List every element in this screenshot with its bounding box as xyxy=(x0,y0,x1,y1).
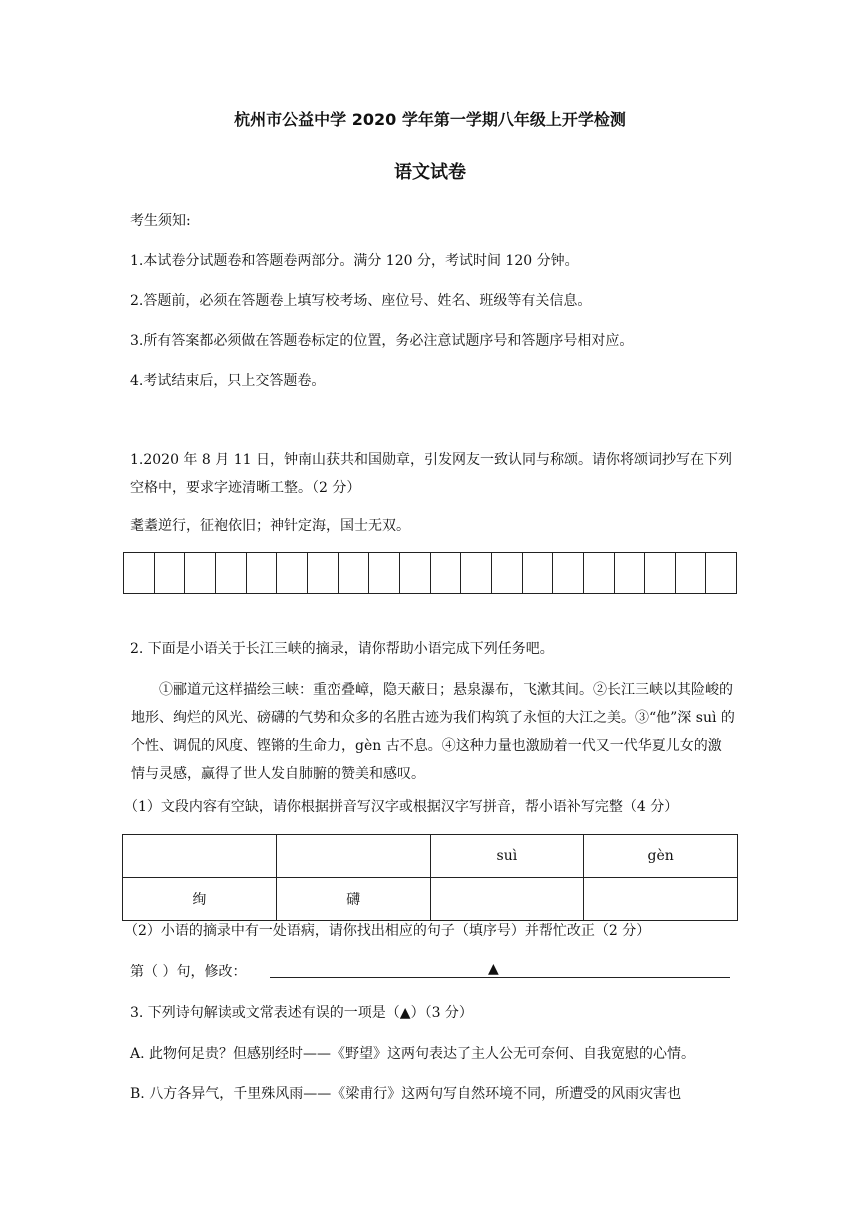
option-a: A. 此物何足贵？但感别经时——《野望》这两句表达了主人公无可奈何、自我宽慰的心情。 xyxy=(130,1046,696,1062)
pinyin-cell[interactable] xyxy=(276,835,430,878)
grid-cell[interactable] xyxy=(615,553,646,593)
pinyin-cell: gèn xyxy=(584,835,738,878)
grid-cell[interactable] xyxy=(339,553,370,593)
subquestion-1: （1）文段内容有空缺，请你根据拼音写汉字或根据汉字写拼音，帮小语补写完整（4 分） xyxy=(124,799,679,815)
grid-cell[interactable] xyxy=(461,553,492,593)
grid-cell[interactable] xyxy=(431,553,462,593)
subquestion-2: （2）小语的摘录中有一处语病，请你找出相应的句子（填序号）并帮忙改正（2 分） xyxy=(124,923,651,939)
praise-text: 耄耋逆行，征袍依旧；神针定海，国士无双。 xyxy=(130,518,410,534)
notice-item-4: 4.考试结束后，只上交答题卷。 xyxy=(130,373,326,389)
notice-item-1: 1.本试卷分试题卷和答题卷两部分。满分 120 分，考试时间 120 分钟。 xyxy=(130,253,579,269)
grid-cell[interactable] xyxy=(308,553,339,593)
pinyin-table xyxy=(122,834,738,921)
three-gorges-passage: ①郦道元这样描绘三峡：重峦叠嶂，隐天蔽日；悬泉瀑布，飞漱其间。②长江三峡以其险峻的地形、绚烂的风光、磅礴的气势和众多的名胜古迹为我们构筑了永恒的大江之美。③“他”深 suì 的个性、调侃的风度、铿锵的生命力，gèn 古不息。④这种力量也激励着一代又一代华夏儿女的激情与灵感，赢得了世人发自肺腑的赞美和感叹。 xyxy=(131,682,735,782)
grid-cell[interactable] xyxy=(706,553,736,593)
fill-prefix: 第（ ）句，修改： xyxy=(130,964,247,980)
question-1-text: 1.2020 年 8 月 11 日，钟南山获共和国勋章，引发网友一致认同与称颂。请你将颂词抄写在下列空格中，要求字迹清晰工整。（2 分） xyxy=(130,452,732,496)
grid-cell[interactable] xyxy=(155,553,186,593)
grid-cell[interactable] xyxy=(400,553,431,593)
option-b: B. 八方各异气，千里殊风雨——《梁甫行》这两句写自然环境不同，所遭受的风雨灾害也 xyxy=(130,1086,682,1102)
question-2-intro: 2. 下面是小语关于长江三峡的摘录，请你帮助小语完成下列任务吧。 xyxy=(130,641,554,657)
grid-cell[interactable] xyxy=(369,553,400,593)
grid-cell[interactable] xyxy=(645,553,676,593)
grid-cell[interactable] xyxy=(553,553,584,593)
question-3: 3. 下列诗句解读或文常表述有误的一项是（▲）（3 分） xyxy=(130,1005,473,1021)
hanzi-cell: 礴 xyxy=(276,878,430,921)
writing-grid[interactable] xyxy=(123,552,737,594)
grid-cell[interactable] xyxy=(247,553,278,593)
grid-cell[interactable] xyxy=(124,553,155,593)
answer-marker: ▲ xyxy=(488,961,499,977)
exam-subtitle: 语文试卷 xyxy=(394,162,466,183)
grid-cell[interactable] xyxy=(676,553,707,593)
answer-line[interactable] xyxy=(270,977,730,978)
grid-cell[interactable] xyxy=(584,553,615,593)
grid-cell[interactable] xyxy=(523,553,554,593)
grid-cell[interactable] xyxy=(216,553,247,593)
notice-item-2: 2.答题前，必须在答题卷上填写校考场、座位号、姓名、班级等有关信息。 xyxy=(130,293,592,309)
hanzi-cell[interactable] xyxy=(430,878,584,921)
notice-heading: 考生须知: xyxy=(130,213,191,229)
grid-cell[interactable] xyxy=(277,553,308,593)
notice-item-3: 3.所有答案都必须做在答题卷标定的位置，务必注意试题序号和答题序号相对应。 xyxy=(130,333,634,349)
grid-cell[interactable] xyxy=(492,553,523,593)
hanzi-cell[interactable] xyxy=(584,878,738,921)
pinyin-cell: suì xyxy=(430,835,584,878)
hanzi-cell: 绚 xyxy=(123,878,277,921)
exam-title: 杭州市公益中学 2020 学年第一学期八年级上开学检测 xyxy=(234,110,626,129)
pinyin-cell[interactable] xyxy=(123,835,277,878)
grid-cell[interactable] xyxy=(185,553,216,593)
